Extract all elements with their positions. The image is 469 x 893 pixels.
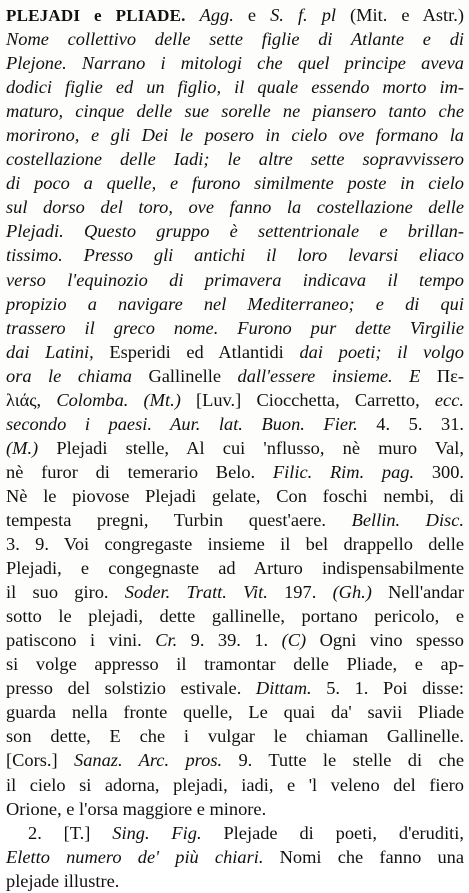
entry-text: presso del solstizio estivale. — [6, 678, 256, 699]
entry-text: 300. — [414, 461, 465, 482]
italic-text: dodici figlie ed un figlio, il quale essendo morto im- — [6, 77, 464, 98]
italic-text: Sing. Fig. — [112, 822, 202, 843]
entry-line — [6, 460, 464, 484]
entry-line — [6, 484, 464, 508]
entry-text: Ogni vino spesso — [306, 630, 464, 651]
entry-text — [186, 5, 200, 25]
entry-text: sotto le plejadi, dette gallinelle, portano pericolo, e — [6, 606, 464, 627]
italic-text: Sanaz. Arc. pros. — [74, 750, 223, 771]
italic-text: morirono, e gli Dei le posero in cielo ove formano la — [6, 125, 464, 146]
entry-line — [6, 652, 464, 676]
entry-text: [Cors.] — [6, 750, 74, 771]
italic-text: Bellin. Disc. — [351, 509, 464, 530]
entry-text: il suo giro. — [6, 582, 125, 603]
italic-text: Colomba. (Mt.) — [56, 389, 181, 410]
entry-text: Esperidi ed Atlantidi — [109, 341, 300, 362]
entry-line — [6, 268, 464, 292]
entry-text: 5. 1. Poi disse: — [311, 678, 465, 699]
entry-line — [6, 532, 464, 556]
entry-line — [6, 797, 464, 821]
entry-text: λιάς, — [6, 389, 57, 410]
italic-text: di poco a quelle, e furono similmente poste in cielo — [6, 173, 464, 194]
entry-line — [6, 580, 464, 604]
entry-text: Plejadi, e congegnaste ad Arturo indispensabilmente — [6, 558, 464, 579]
entry-line — [6, 748, 464, 772]
entry-text: 9. Tutte le stelle di che — [222, 750, 465, 771]
italic-text: Dittam. — [255, 678, 312, 699]
entry-line — [6, 724, 464, 748]
italic-text: verso l'equinozio di primavera indicava il tempo — [6, 269, 464, 290]
italic-text: dall'essere insieme. E — [237, 365, 421, 386]
entry-line — [6, 604, 464, 628]
entry-line — [6, 195, 464, 219]
entry-text: nè furor di temerario Belo. — [6, 461, 273, 482]
entry-text: 4. 5. 31. — [357, 413, 464, 434]
entry-text: (Mit. e Astr.) — [336, 5, 464, 25]
entry-line — [6, 628, 464, 652]
entry-line — [6, 364, 464, 388]
entry-line — [6, 821, 464, 845]
entry-line — [6, 316, 464, 340]
entry-line — [6, 845, 464, 869]
entry-text: Πε- — [420, 365, 464, 386]
entry-text: guarda nella fronte quelle, Le quai da' savii Pliade — [6, 702, 464, 723]
dictionary-entry-plejadi — [6, 3, 464, 893]
entry-line — [6, 700, 464, 724]
entry-text: Nomi che fanno una — [263, 846, 464, 867]
headword: PLEJADI e PLIADE. — [6, 6, 186, 25]
entry-text: son dette, E che i vulgar le chiaman Gallinelle. — [6, 726, 464, 747]
entry-text: Orione, e l'orsa maggiore e minore. — [6, 798, 267, 819]
italic-text: Soder. Tratt. Vit. — [124, 582, 268, 603]
entry-text: Nè le piovose Plejadi gelate, Con foschi nembi, di — [6, 485, 464, 506]
entry-line — [6, 243, 464, 267]
italic-text: ecc. — [434, 389, 464, 410]
italic-text: Eletto numero de' più chiari. — [6, 846, 264, 867]
entry-line — [6, 27, 464, 51]
entry-text: plejade illustre. — [6, 870, 120, 891]
italic-text: (Gh.) — [332, 582, 372, 603]
entry-text: e — [233, 5, 271, 25]
entry-text: 197. — [267, 582, 333, 603]
entry-text: 2. [T.] — [28, 822, 113, 843]
entry-text: tempesta pregni, Turbin quest'aere. — [6, 509, 352, 530]
entry-text: Gallinelle — [148, 365, 238, 386]
italic-text: trassero il greco nome. Furono pur dette Virgilie — [6, 317, 464, 338]
entry-line — [6, 75, 464, 99]
entry-line — [6, 3, 464, 27]
italic-text: Agg. — [199, 5, 234, 25]
italic-text: secondo i paesi. Aur. lat. Buon. Fier. — [6, 413, 358, 434]
entry-line — [6, 51, 464, 75]
italic-text: Cr. — [155, 630, 178, 651]
italic-text: Filic. Rim. pag. — [272, 461, 415, 482]
entry-line — [6, 340, 464, 364]
italic-text: Plejone. Narrano i mitologi che quel principe aveva — [6, 53, 464, 74]
italic-text: dai Latini, — [6, 341, 110, 362]
entry-text: si volge appresso il tramontar delle Pliade, e ap- — [6, 654, 464, 675]
italic-text: maturo, cinque delle sue sorelle ne piansero tanto che — [6, 101, 464, 122]
entry-text: patiscono i vini. — [6, 630, 156, 651]
italic-text: Plejadi. Questo gruppo è settentrionale e brillan- — [6, 221, 464, 242]
italic-text: costellazione delle Iadi; le altre sette sopravvissero — [6, 149, 464, 170]
italic-text: sul dorso del toro, ove fanno la costellazione delle — [6, 197, 464, 218]
entry-line — [6, 773, 464, 797]
entry-line — [6, 388, 464, 412]
entry-text: Plejade di poeti, d'eruditi, — [201, 822, 465, 843]
italic-text: Nome collettivo delle sette figlie di Atlante e di — [6, 29, 464, 50]
italic-text: propizio a navigare nel Mediterraneo; e di qui — [6, 293, 464, 314]
entry-text: il cielo si adorna, plejadi, iadi, e 'l veleno del fiero — [6, 774, 464, 795]
entry-line — [6, 508, 464, 532]
entry-line — [6, 219, 464, 243]
entry-line — [6, 556, 464, 580]
entry-line — [6, 676, 464, 700]
italic-text: S. f. pl — [270, 5, 337, 25]
entry-line — [6, 436, 464, 460]
italic-text: (M.) — [6, 437, 39, 458]
entry-text: Plejadi stelle, Al cui 'nflusso, nè muro Val, — [38, 437, 464, 458]
entry-text: 9. 39. 1. — [177, 630, 282, 651]
entry-text: [Luv.] Ciocchetta, Carretto, — [180, 389, 435, 410]
entry-line — [6, 99, 464, 123]
entry-text: 3. 9. Voi congregaste insieme il bel drappello delle — [6, 534, 464, 555]
italic-text: ora le chiama — [6, 365, 149, 386]
entry-line — [6, 292, 464, 316]
italic-text: tissimo. Presso gli antichi il loro levarsi eliaco — [6, 245, 464, 266]
entry-line — [6, 171, 464, 195]
entry-line — [6, 412, 464, 436]
entry-line — [6, 147, 464, 171]
entry-text: Nell'andar — [371, 582, 464, 603]
italic-text: (C) — [281, 630, 307, 651]
entry-line — [6, 869, 464, 893]
italic-text: dai poeti; il volgo — [299, 341, 464, 362]
entry-line — [6, 123, 464, 147]
